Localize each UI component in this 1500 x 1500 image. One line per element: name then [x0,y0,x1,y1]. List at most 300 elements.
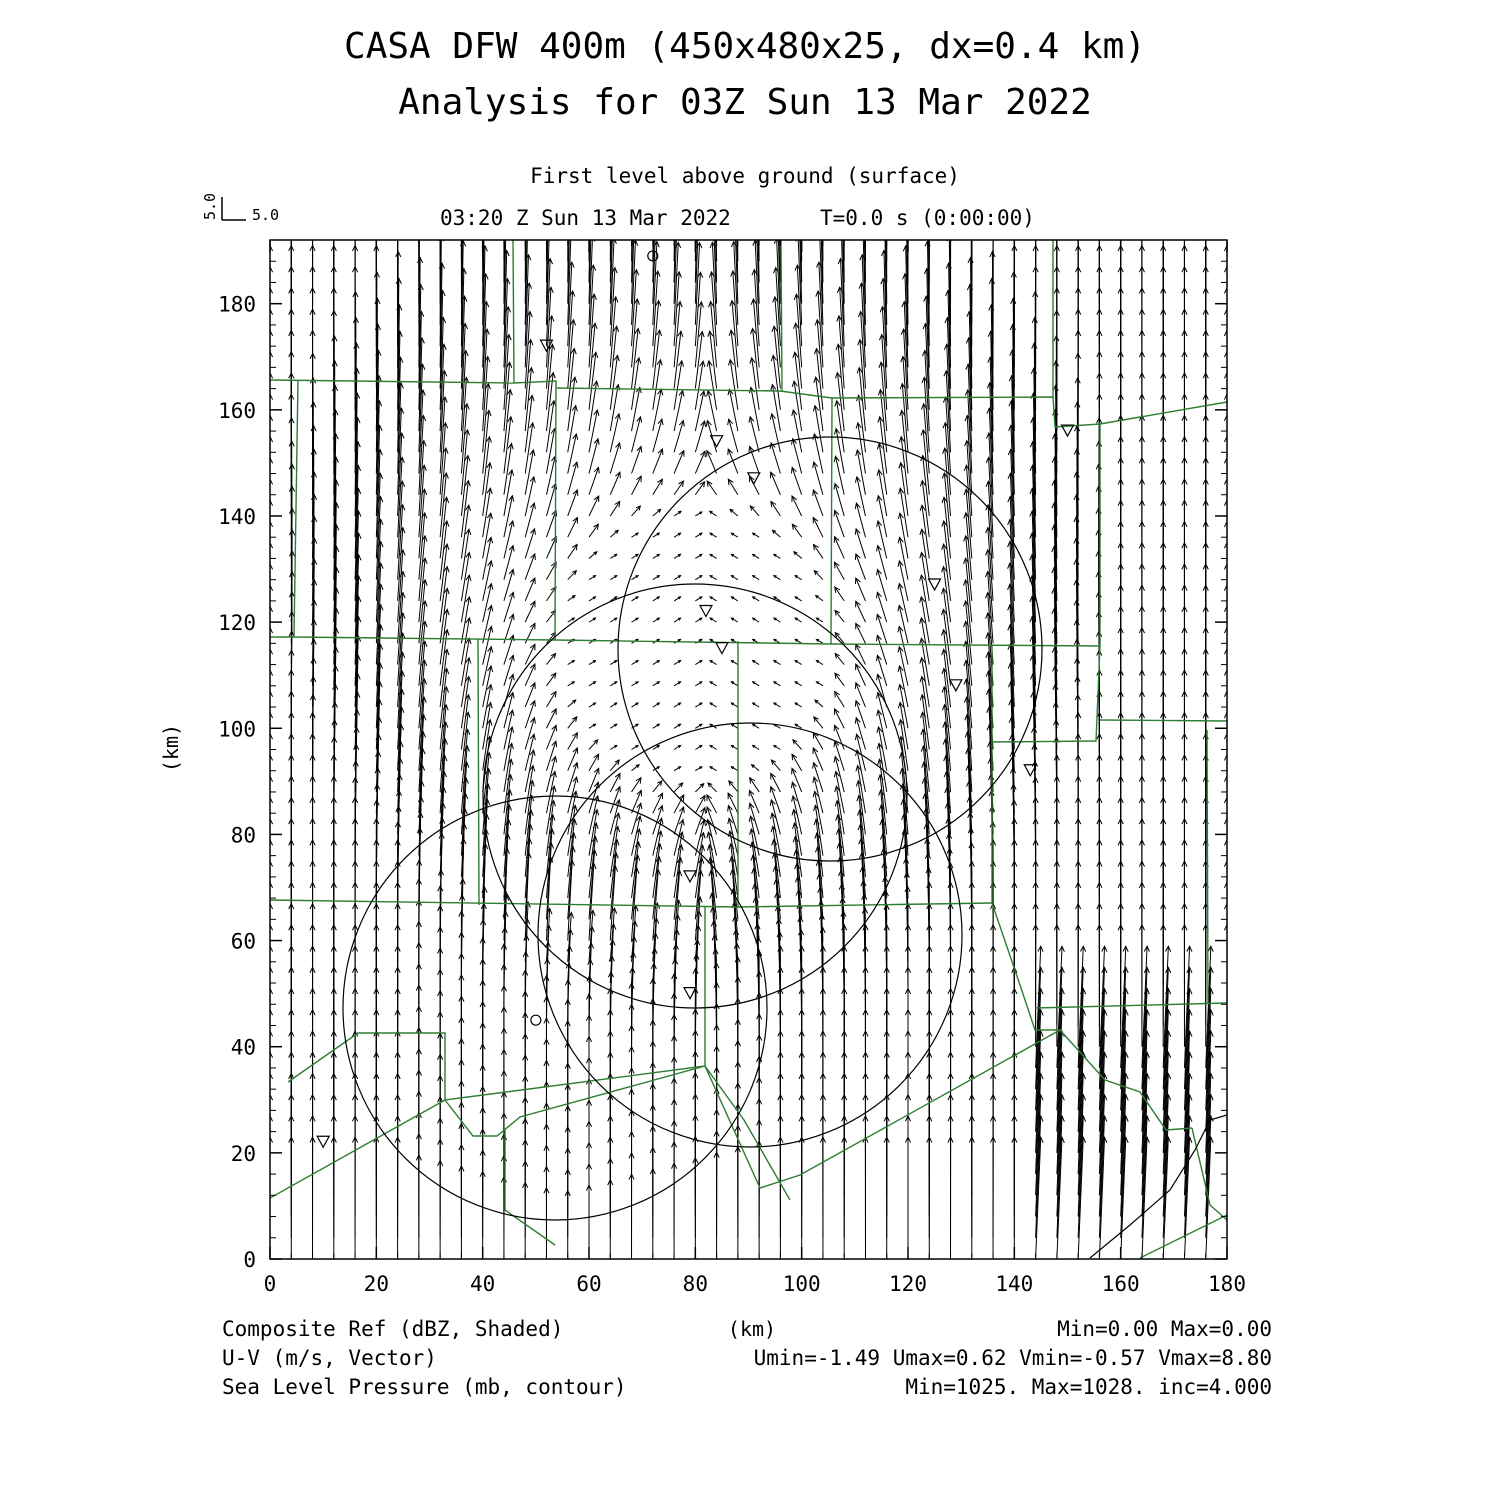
wind-vector-head [884,139,889,144]
wind-vector [856,554,866,580]
y-tick-label: 140 [218,504,256,529]
wind-vector [730,360,738,410]
wind-vector [921,618,929,665]
wind-vector [525,578,535,601]
wind-vector-head [1012,139,1017,144]
wind-vector-head [1229,989,1234,995]
wind-vector-head [673,154,678,159]
wind-vector [752,358,759,410]
wind-vector [674,783,683,792]
wind-vector-head [969,182,974,187]
wind-vector [772,414,781,452]
wind-vector [483,647,492,686]
footer-right-1: Min=0.00 Max=0.00 [1057,1317,1272,1341]
wind-vector-head [1224,182,1229,187]
wind-vector [483,584,492,622]
x-axis-label: (km) [727,1317,777,1341]
wind-vector-head [1054,182,1059,187]
wind-vector [856,644,866,664]
footer-left-1: Composite Ref (dBZ, Shaded) [222,1317,564,1341]
wind-vector-head [502,165,507,170]
wind-vector [813,517,823,537]
wind-vector [610,414,619,452]
wind-vector-head [1097,203,1102,208]
wind-vector-head [775,209,780,214]
wind-vector [771,472,781,495]
station-marker [950,680,962,691]
wind-vector [525,644,535,664]
wind-vector-head [374,139,379,144]
wind-vector-head [289,139,294,144]
wind-vector [834,537,844,559]
wind-vector-head [1229,1010,1234,1016]
wind-vector-head [395,161,400,166]
x-tick-label: 60 [576,1272,602,1296]
wind-vector-head [797,207,802,212]
wind-vector-head [798,148,803,153]
wind-vector-head [267,161,272,166]
wind-vector-head [289,161,294,166]
wind-vector [815,406,823,453]
wind-vector [879,444,887,495]
wind-vector-head [750,778,755,784]
wind-vector-head [1229,1031,1234,1037]
wind-vector-head [438,182,443,187]
footer [222,1317,1272,1399]
wind-vector-head [861,198,866,203]
wind-vector-head [1229,946,1234,952]
wind-vector [568,490,578,516]
wind-vector-head [1182,203,1187,208]
wind-vector [589,496,599,516]
wind-vector [546,709,556,728]
wind-vector-head [352,182,357,187]
wind-vector-head [1203,161,1208,166]
valid-time-label: 03:20 Z Sun 13 Mar 2022 [440,206,731,230]
wind-vector-head [1203,182,1208,187]
wind-vector [900,513,908,558]
wind-vector-head [883,194,888,199]
wind-vector [504,470,512,516]
wind-vector-head [331,161,336,166]
wind-vector-head [1203,203,1208,208]
wind-vector-head [374,161,379,166]
wind-vector-head [1161,224,1166,229]
wind-vector-head [1033,139,1038,144]
wind-vector-head [352,139,357,144]
wind-vector [856,718,865,750]
x-tick-label: 20 [363,1272,389,1296]
wind-vector-head [352,203,357,208]
wind-vector-head [503,194,508,199]
wind-vector-head [1182,224,1187,229]
wind-vector-head [1161,203,1166,208]
wind-vector-head [1118,161,1123,166]
wind-vector-head [713,154,718,159]
wind-vector [708,391,717,431]
x-tick-label: 180 [1208,1272,1246,1296]
y-tick-label: 160 [218,398,256,423]
wind-vector-head [374,203,379,208]
x-tick-label: 120 [889,1272,927,1296]
wind-vector-head [1139,203,1144,208]
wind-vector [878,693,887,729]
x-tick-label: 140 [995,1272,1034,1296]
wind-vector [483,513,491,558]
wind-vector-head [1076,161,1081,166]
wind-vector [792,496,802,516]
wind-vector-head [1054,139,1059,144]
wind-vector-head [636,778,641,784]
wind-vector [708,783,717,792]
wind-vector-head [1182,161,1187,166]
wind-vector [610,787,620,814]
wind-vector [632,446,642,473]
wind-vector-head [1229,967,1234,973]
wind-vector [836,429,844,474]
wind-vector-head [1224,161,1229,166]
wind-vector-head [1033,161,1038,166]
wind-vector-head [289,203,294,208]
county-boundaries [270,240,1227,1258]
wind-vector [1227,989,1232,1111]
wind-vector-head [310,203,315,208]
wind-vector [1227,1116,1232,1238]
wind-vector-head [523,140,528,145]
wind-vector [707,481,716,495]
wind-vectors [267,139,1234,1259]
wind-vector-head [1161,139,1166,144]
chart-title: CASA DFW 400m (450x480x25, dx=0.4 km) [344,26,1146,67]
wind-vector [709,361,717,410]
wind-vector-head [480,139,485,144]
wind-vector-head [615,501,620,507]
footer-right-2: Umin=-1.49 Umax=0.62 Vmin=-0.57 Vmax=8.80 [753,1346,1272,1370]
y-tick-label: 180 [218,292,256,317]
wind-vector [835,692,845,708]
wind-vector [568,733,578,750]
wind-vector [546,510,556,537]
wind-vector-head [927,139,932,144]
wind-vector-head [630,152,635,157]
wind-vector [900,537,908,579]
wind-vector [653,360,661,410]
wind-vector-head [835,692,840,698]
wind-vector [589,754,599,770]
chart-subtitle: Analysis for 03Z Sun 13 Mar 2022 [398,82,1092,123]
wind-vector-head [1139,161,1144,166]
wind-vector [856,601,866,622]
wind-vector [1227,1052,1232,1174]
wind-vector-head [755,152,760,157]
wind-vector [837,401,844,453]
wind-vector-head [1229,1116,1234,1122]
wind-vector-head [1054,161,1059,166]
wind-vector-head [289,224,294,229]
y-tick-label: 20 [230,1141,256,1166]
wind-vector [793,740,802,750]
wind-vector [525,718,534,750]
wind-vector [835,562,845,579]
y-tick-label: 40 [230,1035,256,1060]
wind-vector [504,496,512,537]
wind-vector-head [1012,161,1017,166]
wind-vector [878,496,886,537]
wind-vector [1227,1137,1232,1259]
wind-vector-head [310,182,315,187]
wind-vector-head [1203,139,1208,144]
wind-vector-head [657,479,662,485]
wind-vector-head [839,230,844,235]
wind-vector [546,401,553,453]
wind-vector [632,476,642,495]
wind-vector-head [820,146,825,151]
wind-vector [813,490,823,516]
wind-vector-head [1118,224,1123,229]
wind-vector [794,381,802,431]
wind-vector [504,444,512,495]
wind-vector-head [754,211,759,216]
wind-vector-head [459,161,464,166]
wind-vector-head [817,233,822,238]
wind-vector-head [1139,139,1144,144]
y-tick-label: 120 [218,611,256,636]
wind-vector-head [438,161,443,166]
station-marker [317,1136,329,1147]
wind-vector-head [1224,139,1229,144]
wind-vector [900,488,908,537]
wind-vector [835,510,845,537]
wind-vector-head [1118,139,1123,144]
wind-vector-head [1076,203,1081,208]
wind-vector [525,701,535,729]
wind-vector-head [566,146,571,151]
wind-vector-head [905,139,910,144]
wind-vector-head [331,182,336,187]
y-tick-label: 80 [230,823,256,848]
x-tick-label: 160 [1101,1272,1140,1296]
wind-vector-head [1224,203,1229,208]
wind-vector-head [416,139,421,144]
wind-vector-head [267,224,272,229]
wind-vector [1227,1031,1232,1153]
wind-vector [728,449,738,473]
wind-vector [568,544,577,558]
wind-vector-head [395,139,400,144]
wind-vector [771,787,781,814]
reference-vector-u-label: 5.0 [252,206,280,224]
wind-vector-head [969,161,974,166]
wind-vector [632,358,639,410]
wind-vector [1227,946,1232,1068]
wind-vector-head [1118,203,1123,208]
wind-vector-head [1076,139,1081,144]
wind-vector-head [969,230,974,235]
wind-vector-head [841,143,846,148]
wind-vector-head [1182,182,1187,187]
wind-vector [856,578,866,601]
wind-vector-head [863,140,868,145]
wind-vector [483,537,491,579]
y-tick-label: 100 [218,717,256,742]
wind-vector-head [523,169,528,174]
wind-vector-head [267,139,272,144]
wind-vector-head [501,139,506,144]
wind-vector-head [1229,1095,1234,1101]
wind-vector [814,571,823,580]
wind-vector [858,423,866,474]
wind-vector [632,790,642,813]
x-tick-label: 80 [682,1272,708,1296]
wind-vector [814,544,823,558]
wind-vector-head [728,479,733,485]
wind-vector-head [990,161,995,166]
wind-vector-head [1076,224,1081,229]
wind-vector-head [524,198,529,203]
wind-vector-head [395,203,400,208]
wind-vector [792,754,802,770]
y-axis-label: (km) [159,723,183,773]
reference-vector [201,193,279,224]
wind-vector-head [1097,161,1102,166]
wind-vector-head [547,230,552,235]
wind-vector [899,561,908,601]
station-marker [684,871,696,882]
pressure-contours [343,437,1227,1258]
wind-vector-head [481,189,486,194]
wind-vector [899,627,908,665]
wind-vector-head [1224,224,1229,229]
wind-vector-head [1229,1052,1234,1058]
wind-vector-head [551,692,556,698]
x-tick-label: 0 [263,1272,277,1296]
wind-vector-head [1012,182,1017,187]
wind-vector [483,488,491,537]
wind-vector-head [771,501,776,507]
wind-vector-head [587,148,592,153]
wind-vector-head [438,139,443,144]
wind-vector [525,450,533,495]
wind-vector-head [352,224,357,229]
wind-vector [461,618,469,665]
wind-vector [525,554,535,580]
wind-vector-head [544,143,549,148]
wind-vector-head [416,161,421,166]
wind-vector-head [1054,224,1059,229]
wind-vector [674,481,683,495]
station-marker [929,579,941,590]
wind-vector-head [990,182,995,187]
wind-vector [589,850,595,919]
wind-vector-head [267,182,272,187]
wind-vector-head [289,182,294,187]
footer-left-3: Sea Level Pressure (mb, contour) [222,1375,627,1399]
wind-vector [483,606,492,644]
wind-vector [857,450,865,495]
wind-vector [632,778,641,792]
wind-vector-head [732,212,737,217]
wind-vector [610,501,619,516]
wind-vector [504,693,513,729]
wind-vector [568,571,577,580]
wind-vector-head [331,224,336,229]
wind-vector [695,784,703,792]
wind-vector [546,429,554,474]
wind-vector [695,391,704,431]
wind-vector [483,627,492,665]
level-label: First level above ground (surface) [530,164,960,188]
wind-vector [879,470,887,516]
wind-vector [546,692,556,708]
integration-time-label: T=0.0 s (0:00:00) [820,206,1035,230]
wind-vector-head [777,150,782,155]
wind-vector [610,472,620,495]
wind-vector-head [331,139,336,144]
wind-vector [1227,967,1232,1089]
wind-vector [525,601,535,622]
wind-vector-head [331,203,336,208]
y-tick-label: 60 [230,929,256,954]
wind-vector [792,768,802,792]
wind-vector [1227,1095,1232,1217]
wind-vector-head [1161,182,1166,187]
wind-vector [792,524,801,537]
wind-vector-head [480,161,485,166]
wind-vector-head [459,185,464,190]
wind-vector-head [568,233,573,238]
x-tick-label: 40 [470,1272,496,1296]
wind-vector-head [417,230,422,235]
wind-vector [1227,1010,1232,1132]
wind-vector-head [1161,161,1166,166]
wind-vector-head [416,203,421,208]
footer-left-2: U-V (m/s, Vector) [222,1346,437,1370]
wind-vector [835,587,844,601]
wind-vector-head [310,224,315,229]
wind-vector [856,701,866,729]
wind-vector [749,790,759,813]
wind-vector [568,406,576,453]
wind-vector [589,467,599,494]
x-tick-label: 100 [782,1272,821,1296]
wind-vector [728,479,738,495]
plot-frame [270,240,1227,1259]
wind-vector-head [969,139,974,144]
wind-vector-head [652,153,657,158]
y-tick-label: 0 [243,1248,256,1272]
wind-vector-head [374,182,379,187]
wind-vector [589,524,598,537]
wind-vector-head [416,182,421,187]
wind-vector-head [694,154,699,159]
station-marker [716,643,728,654]
station-marker [700,606,712,617]
wind-vector [589,740,598,750]
wind-vector [856,623,866,643]
wind-vector-head [990,139,995,144]
wind-vector-head [1229,1074,1234,1080]
radar-site-marker [531,1015,541,1025]
wind-vector [750,778,759,792]
wind-vector-head [1054,203,1059,208]
wind-vector [695,451,705,473]
wind-vector [899,647,908,686]
wind-vector-head [1033,182,1038,187]
wind-vector [674,451,684,474]
wind-vector-head [1139,224,1144,229]
reference-vector-v-label: 5.0 [201,192,219,220]
wind-vector [483,561,492,601]
